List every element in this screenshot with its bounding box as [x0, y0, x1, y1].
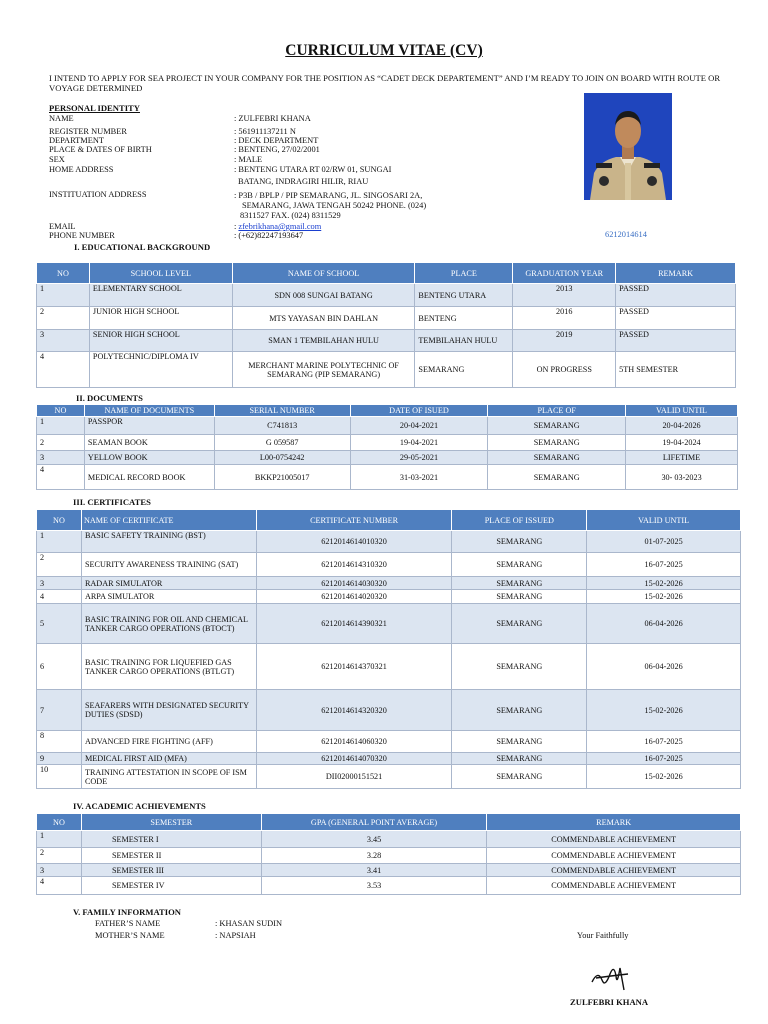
col-graduation-year: GRADUATION YEAR	[513, 263, 616, 284]
cell: SEAMAN BOOK	[84, 435, 214, 451]
table-row	[37, 604, 741, 644]
col-no: NO	[37, 510, 82, 531]
cell: 6212014614370321	[256, 644, 452, 690]
cell: 3	[37, 330, 90, 352]
value-inst-line3: 8311527 FAX. (024) 8311529	[240, 211, 341, 220]
cell: BASIC TRAINING FOR OIL AND CHEMICAL TANKER CARGO OPERATIONS (BTOCT)	[81, 604, 256, 644]
id-number-caption: 6212014614	[605, 230, 647, 239]
label-department: DEPARTMENT	[49, 136, 105, 145]
label-institution: INSTITUATION ADDRESS	[49, 190, 147, 199]
cell: 06-04-2026	[587, 604, 741, 644]
cell: 6212014614070320	[256, 753, 452, 765]
table-row	[37, 577, 741, 590]
cell: SEMARANG	[452, 731, 587, 753]
value-mother: : NAPSIAH	[215, 931, 256, 940]
cell: 6212014614320320	[256, 690, 452, 731]
cell: 2019	[513, 330, 616, 352]
label-sex: SEX	[49, 155, 65, 164]
cell: 2013	[513, 284, 616, 307]
cell: 10	[37, 765, 82, 789]
cell: 9	[37, 753, 82, 765]
cell: SEMARANG	[452, 531, 587, 553]
table-row	[37, 590, 741, 604]
cell: COMMENDABLE ACHIEVEMENT	[487, 831, 741, 848]
cell: 15-02-2026	[587, 577, 741, 590]
document-title: CURRICULUM VITAE (CV)	[285, 42, 483, 59]
cell: 6212014614010320	[256, 531, 452, 553]
cell: BENTENG	[415, 307, 513, 330]
cell: 6212014614310320	[256, 553, 452, 577]
col-school-level: SCHOOL LEVEL	[89, 263, 232, 284]
table-row	[37, 451, 738, 465]
profile-photo	[584, 93, 672, 200]
cell: 2	[37, 848, 82, 864]
table-row	[37, 731, 741, 753]
cell: SEMARANG	[452, 553, 587, 577]
cell: 6212014614030320	[256, 577, 452, 590]
value-phone: : (+62)82247193647	[234, 231, 304, 240]
table-row	[37, 330, 736, 352]
table-row	[37, 435, 738, 451]
cell: 29-05-2021	[350, 451, 488, 465]
cell: SEMESTER I	[81, 831, 261, 848]
cell: 4	[37, 877, 82, 895]
certificates-heading: III. CERTIFICATES	[73, 497, 151, 507]
cell: TRAINING ATTESTATION IN SCOPE OF ISM CODE	[81, 765, 256, 789]
cell: 3.53	[261, 877, 487, 895]
cell: SENIOR HIGH SCHOOL	[89, 330, 232, 352]
cell: 15-02-2026	[587, 765, 741, 789]
value-birth: : BENTENG, 27/02/2001	[234, 145, 320, 154]
cell: 3.41	[261, 864, 487, 877]
value-sex: : MALE	[234, 155, 263, 164]
cell: 20-04-2026	[626, 417, 738, 435]
cell: POLYTECHNIC/DIPLOMA IV	[89, 352, 232, 388]
cell: MERCHANT MARINE POLYTECHNIC OF SEMARANG (PIP SEMARANG)	[232, 352, 415, 388]
cell: 6212014614390321	[256, 604, 452, 644]
table-row	[37, 284, 736, 307]
cell: 20-04-2021	[350, 417, 488, 435]
value-department: : DECK DEPARTMENT	[234, 136, 319, 145]
documents-heading: II. DOCUMENTS	[76, 393, 143, 403]
col-certificate-number: CERTIFICATE NUMBER	[256, 510, 452, 531]
col-place: PLACE OF	[488, 405, 626, 417]
family-heading: V. FAMILY INFORMATION	[73, 907, 181, 917]
cell: 7	[37, 690, 82, 731]
col-date-issued: DATE OF ISUED	[350, 405, 488, 417]
col-school-name: NAME OF SCHOOL	[232, 263, 415, 284]
cell: MEDICAL RECORD BOOK	[84, 465, 214, 490]
col-place: PLACE	[415, 263, 513, 284]
cell: SDN 008 SUNGAI BATANG	[232, 284, 415, 307]
value-inst-line2: SEMARANG, JAWA TENGAH 50242 PHONE. (024)	[242, 201, 427, 210]
cell: SEMARANG	[452, 577, 587, 590]
cell: SEMARANG	[452, 590, 587, 604]
cell: 4	[37, 352, 90, 388]
col-remark: REMARK	[616, 263, 736, 284]
academic-table	[36, 813, 741, 895]
cell: ADVANCED FIRE FIGHTING (AFF)	[81, 731, 256, 753]
col-no: NO	[37, 814, 82, 831]
cell: 4	[37, 590, 82, 604]
academic-header-row	[37, 814, 741, 831]
table-row	[37, 465, 738, 490]
table-row	[37, 531, 741, 553]
cell: 3	[37, 451, 85, 465]
email-link[interactable]: zfebrikhana@gmail.com	[238, 222, 322, 231]
cell: BKKP21005017	[214, 465, 350, 490]
cell: 1	[37, 831, 82, 848]
value-name: : ZULFEBRI KHANA	[234, 114, 311, 123]
signature	[590, 960, 630, 997]
cell: TEMBILAHAN HULU	[415, 330, 513, 352]
cell: MEDICAL FIRST AID (MFA)	[81, 753, 256, 765]
cell: SMAN 1 TEMBILAHAN HULU	[232, 330, 415, 352]
col-certificate-name: NAME OF CERTIFICATE	[81, 510, 256, 531]
cell: COMMENDABLE ACHIEVEMENT	[487, 848, 741, 864]
academic-heading: IV. ACADEMIC ACHIEVEMENTS	[73, 801, 206, 811]
label-phone: PHONE NUMBER	[49, 231, 115, 240]
cell: PASSPOR	[84, 417, 214, 435]
cell: G 059587	[214, 435, 350, 451]
cell: 15-02-2026	[587, 590, 741, 604]
cell: 2	[37, 307, 90, 330]
signer-name: ZULFEBRI KHANA	[570, 997, 649, 1007]
col-no: NO	[37, 263, 90, 284]
value-home-line2: BATANG, INDRAGIRI HILIR, RIAU	[238, 177, 369, 186]
cell: 3.45	[261, 831, 487, 848]
cell: 6	[37, 644, 82, 690]
label-home: HOME ADDRESS	[49, 165, 114, 174]
cell: SEMARANG	[452, 753, 587, 765]
cell: DII02000151521	[256, 765, 452, 789]
cell: 5TH SEMESTER	[616, 352, 736, 388]
documents-header-row	[37, 405, 738, 417]
cell: SEMESTER III	[81, 864, 261, 877]
cell: ARPA SIMULATOR	[81, 590, 256, 604]
table-row	[37, 644, 741, 690]
label-mother: MOTHER’S NAME	[95, 931, 165, 940]
cell: 4	[37, 465, 85, 490]
cell: COMMENDABLE ACHIEVEMENT	[487, 877, 741, 895]
closing-text: Your Faithfully	[577, 931, 629, 940]
cell: 16-07-2025	[587, 753, 741, 765]
table-row	[37, 877, 741, 895]
col-no: NO	[37, 405, 85, 417]
table-row	[37, 553, 741, 577]
value-register: : 561911137211 N	[234, 127, 296, 136]
table-row	[37, 864, 741, 877]
cell: PASSED	[616, 284, 736, 307]
cell: SECURITY AWARENESS TRAINING (SAT)	[81, 553, 256, 577]
cell: SEMARANG	[452, 765, 587, 789]
label-name: NAME	[49, 114, 74, 123]
value-father: : KHASAN SUDIN	[215, 919, 283, 928]
cell: 8	[37, 731, 82, 753]
cell: BENTENG UTARA	[415, 284, 513, 307]
cell: SEMARANG	[415, 352, 513, 388]
cell: 16-07-2025	[587, 731, 741, 753]
col-gpa: GPA (GENERAL POINT AVERAGE)	[261, 814, 487, 831]
education-heading: I. EDUCATIONAL BACKGROUND	[74, 242, 211, 252]
cell: 1	[37, 417, 85, 435]
cell: PASSED	[616, 330, 736, 352]
col-valid-until: VALID UNTIL	[626, 405, 738, 417]
cell: 6212014614060320	[256, 731, 452, 753]
cell: 5	[37, 604, 82, 644]
cell: SEMARANG	[488, 435, 626, 451]
value-email	[234, 222, 464, 231]
table-row	[37, 417, 738, 435]
education-header-row	[37, 263, 736, 284]
table-row	[37, 765, 741, 789]
cell: 3.28	[261, 848, 487, 864]
cell: 3	[37, 864, 82, 877]
table-row	[37, 753, 741, 765]
cell: SEMARANG	[488, 417, 626, 435]
documents-table	[36, 404, 738, 490]
cell: 31-03-2021	[350, 465, 488, 490]
col-serial-number: SERIAL NUMBER	[214, 405, 350, 417]
col-document-name: NAME OF DOCUMENTS	[84, 405, 214, 417]
cell: SEMESTER IV	[81, 877, 261, 895]
cell: 3	[37, 577, 82, 590]
signature-icon	[590, 960, 630, 992]
cell: 16-07-2025	[587, 553, 741, 577]
cell: 06-04-2026	[587, 644, 741, 690]
cell: ELEMENTARY SCHOOL	[89, 284, 232, 307]
cell: PASSED	[616, 307, 736, 330]
cell: JUNIOR HIGH SCHOOL	[89, 307, 232, 330]
col-remark: REMARK	[487, 814, 741, 831]
cell: 6212014614020320	[256, 590, 452, 604]
intro-statement: I INTEND TO APPLY FOR SEA PROJECT IN YOUR COMPANY FOR THE POSITION AS “CADET DECK DEPARTEMENT” AND I’M READY TO JOIN ON BOARD WITH ROUTE OR VOYAGE DETERMINED	[49, 73, 721, 93]
col-place-issued: PLACE OF ISSUED	[452, 510, 587, 531]
cell: 19-04-2021	[350, 435, 488, 451]
cell: 2016	[513, 307, 616, 330]
cell: C741813	[214, 417, 350, 435]
cell: 15-02-2026	[587, 690, 741, 731]
cell: BASIC TRAINING FOR LIQUEFIED GAS TANKER CARGO OPERATIONS (BTLGT)	[81, 644, 256, 690]
education-table	[36, 262, 736, 388]
certificates-header-row	[37, 510, 741, 531]
cell: L00-0754242	[214, 451, 350, 465]
cell: 2	[37, 553, 82, 577]
person-photo-icon	[584, 93, 672, 200]
col-valid-until: VALID UNTIL	[587, 510, 741, 531]
label-father: FATHER’S NAME	[95, 919, 161, 928]
cell: COMMENDABLE ACHIEVEMENT	[487, 864, 741, 877]
label-email: EMAIL	[49, 222, 76, 231]
cell: MTS YAYASAN BIN DAHLAN	[232, 307, 415, 330]
table-row	[37, 352, 736, 388]
table-row	[37, 307, 736, 330]
value-inst-line1: : P3B / BPLP / PIP SEMARANG, JL. SINGOSARI 2A,	[234, 191, 423, 200]
certificates-table	[36, 509, 741, 789]
label-register: REGISTER NUMBER	[49, 127, 127, 136]
cell: SEMESTER II	[81, 848, 261, 864]
cell: RADAR SIMULATOR	[81, 577, 256, 590]
cell: SEMARANG	[488, 465, 626, 490]
cell: SEMARANG	[452, 604, 587, 644]
cell: SEMARANG	[488, 451, 626, 465]
label-birth: PLACE & DATES OF BIRTH	[49, 145, 152, 154]
cell: LIFETIME	[626, 451, 738, 465]
cell: 01-07-2025	[587, 531, 741, 553]
cell: SEMARANG	[452, 644, 587, 690]
cell: ON PROGRESS	[513, 352, 616, 388]
cell: 1	[37, 531, 82, 553]
cell: YELLOW BOOK	[84, 451, 214, 465]
cell: 30- 03-2023	[626, 465, 738, 490]
cell: 19-04-2024	[626, 435, 738, 451]
cell: 1	[37, 284, 90, 307]
table-row	[37, 831, 741, 848]
cell: SEAFARERS WITH DESIGNATED SECURITY DUTIES (SDSD)	[81, 690, 256, 731]
cell: 2	[37, 435, 85, 451]
col-semester: SEMESTER	[81, 814, 261, 831]
cell: SEMARANG	[452, 690, 587, 731]
table-row	[37, 848, 741, 864]
value-home-line1: : BENTENG UTARA RT 02/RW 01, SUNGAI	[234, 165, 392, 174]
personal-identity-heading: PERSONAL IDENTITY	[49, 103, 140, 113]
cell: BASIC SAFETY TRAINING (BST)	[81, 531, 256, 553]
table-row	[37, 690, 741, 731]
email-colon: :	[234, 222, 239, 231]
